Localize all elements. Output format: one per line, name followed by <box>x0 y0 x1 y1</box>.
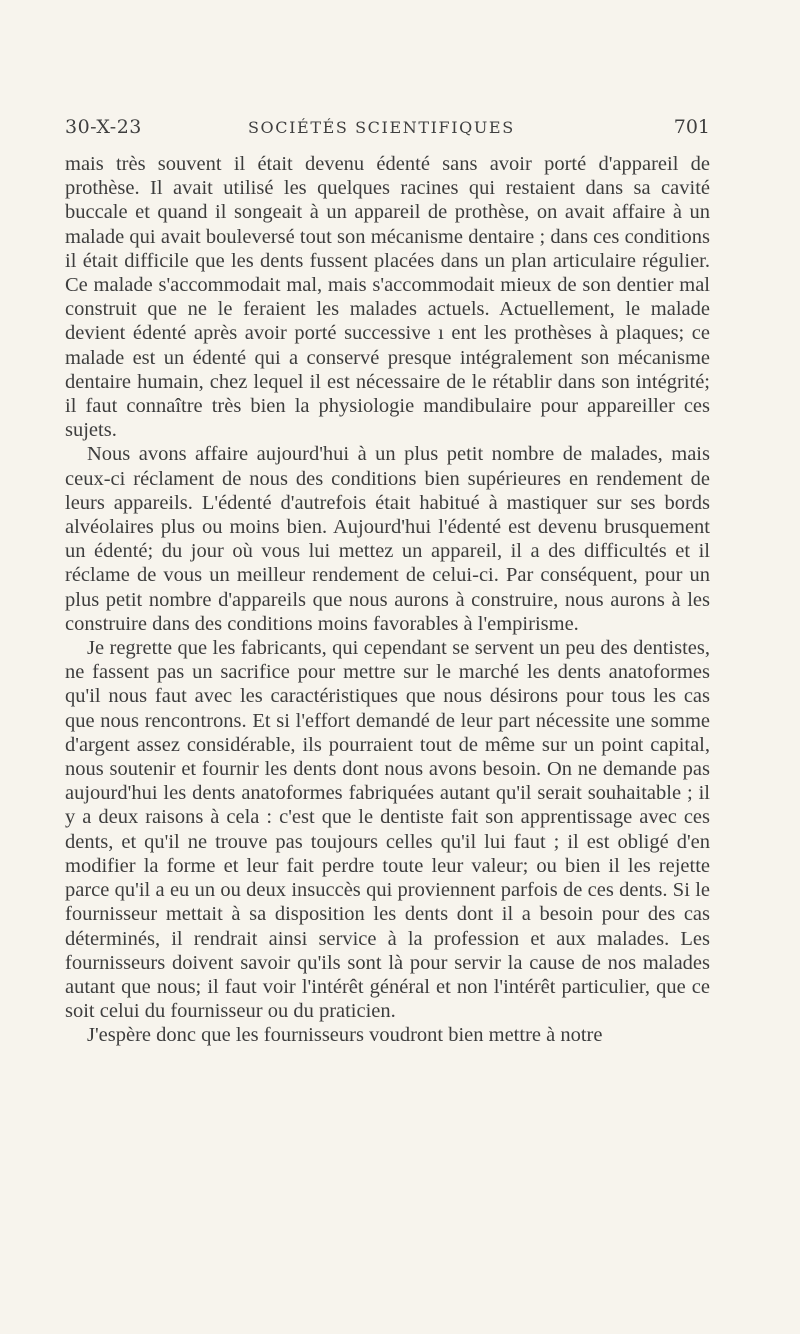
paragraph: Je regrette que les fabricants, qui cependant se servent un peu des dentistes, ne fassent pas un sacrifice pour mettre sur le marché les dents anatoformes qu'il nous faut avec les caractéristiques que nous désirons pour tous les cas que nous rencontrons. Et si l'effort demandé de leur part nécessite une somme d'argent assez considérable, ils pourraient tout de même sur un point capital, nous soutenir et fournir les dents dont nous avons besoin. On ne demande pas aujourd'hui les dents anatoformes fabriquées autant qu'il serait souhaitable ; il y a deux raisons à cela : c'est que le dentiste fait son apprentissage avec ces dents, et qu'il ne trouve pas toujours celles qu'il lui faut ; il est obligé d'en modifier la forme et leur fait perdre toute leur valeur; ou bien il les rejette parce qu'il a eu un ou deux insuccès qui proviennent parfois de ces dents. Si le fournisseur mettait à sa disposition les dents dont il a besoin pour des cas déterminés, il rendrait ainsi service à la profession et aux malades. Les fournisseurs doivent savoir qu'ils sont là pour servir la cause de nos malades autant que nous; il faut voir l'intérêt général et non l'intérêt particulier, que ce soit celui du fournisseur ou du praticien. <box>65 637 710 1023</box>
header-title: SOCIÉTÉS SCIENTIFIQUES <box>248 118 515 137</box>
paragraph: mais très souvent il était devenu édenté sans avoir porté d'appareil de prothèse. Il avait utilisé les quelques racines qui restaient dans sa cavité buccale et quand il songeait à un appareil de prothèse, on avait affaire à un malade qui avait bouleversé tout son mécanisme dentaire ; dans ces conditions il était difficile que les dents fussent placées dans un plan articulaire régulier. Ce malade s'accommodait mal, mais s'accommodait mieux de son dentier mal construit que ne le feraient les malades actuels. Actuellement, le malade devient édenté après avoir porté successive ı ent les prothèses à plaques; ce malade est un édenté qui a conservé presque intégralement son mécanisme dentaire humain, chez lequel il est nécessaire de le rétablir dans son intégrité; il faut connaître très bien la physiologie mandibulaire pour appareiller ces sujets. <box>65 153 710 442</box>
body-text <box>65 152 710 1048</box>
paragraph: J'espère donc que les fournisseurs voudront bien mettre à notre <box>87 1024 603 1047</box>
paragraph: Nous avons affaire aujourd'hui à un plus petit nombre de malades, mais ceux-ci réclament de nous des conditions bien supérieures en rendement de leurs appareils. L'édenté d'autrefois était habitué à mastiquer sur ses bords alvéolaires plus ou moins bien. Aujourd'hui l'édenté est devenu brusquement un édenté; du jour où vous lui mettez un appareil, il a des difficultés et il réclame de vous un meilleur rendement de celui-ci. Par conséquent, pour un plus petit nombre d'appareils que nous aurons à construire, nous aurons à les construire dans des conditions moins favorables à l'empirisme. <box>65 443 710 635</box>
header-date: 30-X-23 <box>65 116 142 138</box>
running-header <box>65 112 710 142</box>
page-number: 701 <box>673 116 710 138</box>
